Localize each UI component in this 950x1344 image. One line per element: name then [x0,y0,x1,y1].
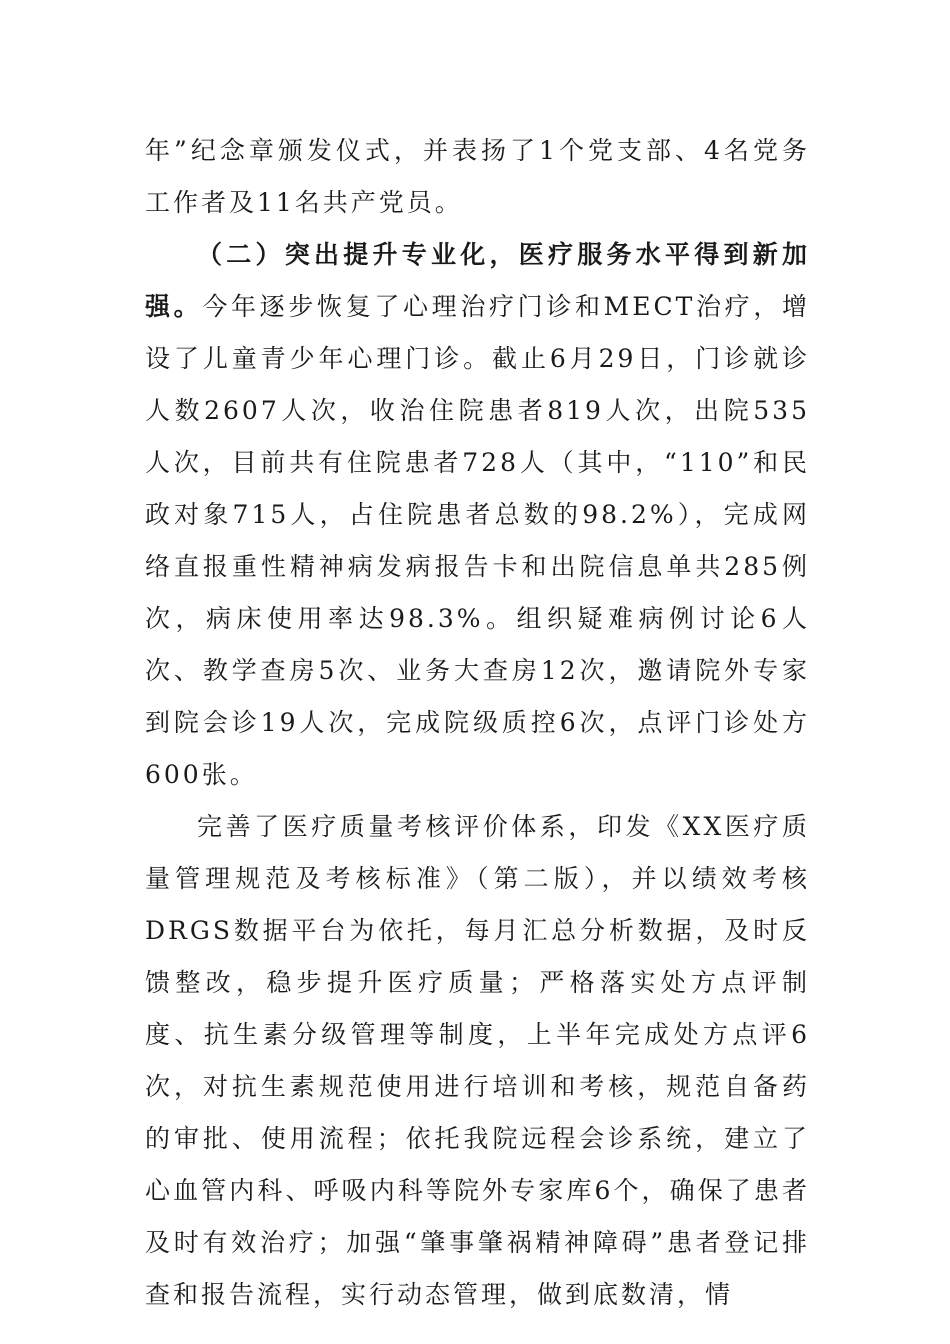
paragraph-text: 年”纪念章颁发仪式，并表扬了1个党支部、4名党务工作者及11名共产党员。 [145,136,810,217]
paragraph-text: 今年逐步恢复了心理治疗门诊和MECT治疗，增设了儿童青少年心理门诊。截止6月29日，门诊就诊人数2607人次，收治住院患者819人次，出院535人次，目前共有住院患者728人（其中，“110”和民政对象715人，占住院患者总数的98.2%），完成网络直报重性精神病发病报告卡和出院信息单共285例次，病床使用率达98.3%。组织疑难病例讨论6人次、教学查房5次、业务大查房12次，邀请院外专家到院会诊19人次，完成院级质控6次，点评门诊处方600张。 [145,292,810,789]
paragraph-medical-services [145,229,810,801]
paragraph-continuation [145,125,810,229]
paragraph-quality-system [145,801,810,1321]
paragraph-text: 完善了医疗质量考核评价体系，印发《XX医疗质量管理规范及考核标准》（第二版），并以绩效考核DRGS数据平台为依托，每月汇总分析数据，及时反馈整改，稳步提升医疗质量；严格落实处方点评制度、抗生素分级管理等制度，上半年完成处方点评6次，对抗生素规范使用进行培训和考核，规范自备药的审批、使用流程；依托我院远程会诊系统，建立了心血管内科、呼吸内科等院外专家库6个，确保了患者及时有效治疗；加强“肇事肇祸精神障碍”患者登记排查和报告流程，实行动态管理，做到底数清，情 [145,812,810,1309]
section-heading: （二）突出提升专业化，医疗服务水平得到新加强。 [145,240,810,321]
document-body [145,125,810,1321]
